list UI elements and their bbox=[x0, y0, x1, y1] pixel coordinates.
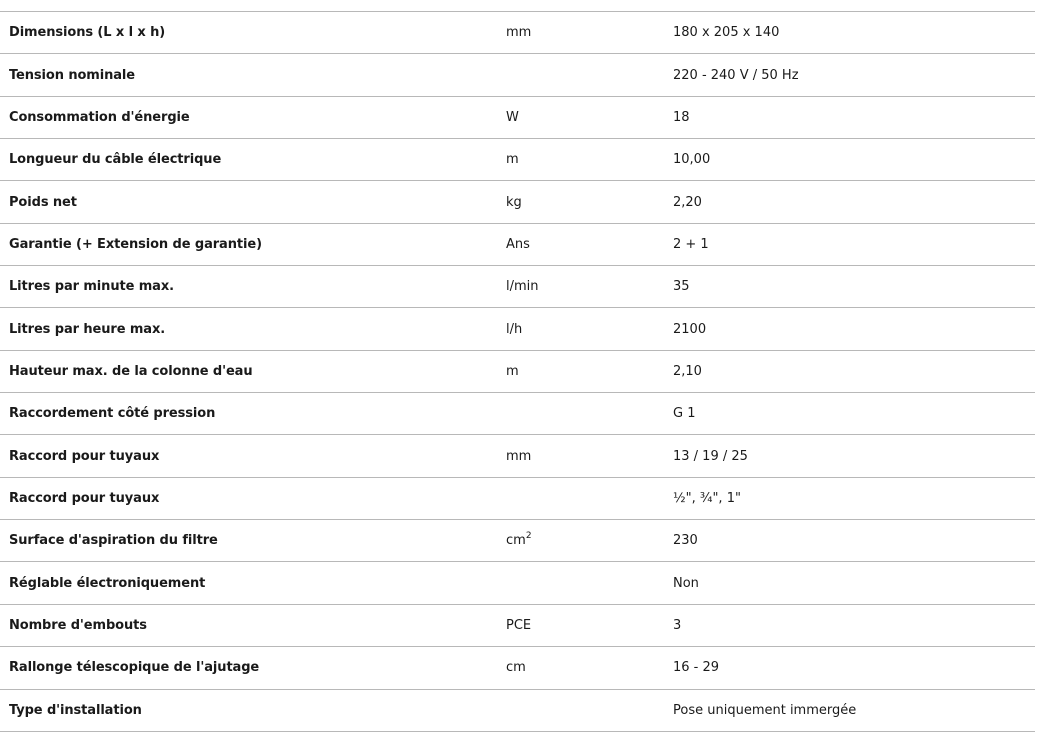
spec-value: 3 bbox=[673, 604, 1035, 646]
spec-value: 180 x 205 x 140 bbox=[673, 12, 1035, 54]
table-row bbox=[0, 562, 1035, 604]
spec-label: Réglable électroniquement bbox=[0, 562, 506, 604]
table-row bbox=[0, 181, 1035, 223]
spec-unit: mm bbox=[506, 435, 673, 477]
spec-value: 13 / 19 / 25 bbox=[673, 435, 1035, 477]
spec-label: Rallonge télescopique de l'ajutage bbox=[0, 647, 506, 689]
table-row bbox=[0, 308, 1035, 350]
table-row bbox=[0, 435, 1035, 477]
spec-unit bbox=[506, 689, 673, 731]
spec-label: Longueur du câble électrique bbox=[0, 139, 506, 181]
spec-label: Litres par minute max. bbox=[0, 266, 506, 308]
table-row bbox=[0, 520, 1035, 562]
spec-unit bbox=[506, 562, 673, 604]
spec-label: Raccordement côté pression bbox=[0, 393, 506, 435]
spec-value: 18 bbox=[673, 96, 1035, 138]
spec-unit: mm bbox=[506, 12, 673, 54]
table-row bbox=[0, 96, 1035, 138]
spec-unit bbox=[506, 520, 673, 562]
table-row bbox=[0, 139, 1035, 181]
spec-unit-base: cm bbox=[506, 533, 526, 549]
spec-unit: W bbox=[506, 96, 673, 138]
table-row bbox=[0, 350, 1035, 392]
spec-unit: l/min bbox=[506, 266, 673, 308]
spec-unit: m bbox=[506, 350, 673, 392]
spec-value: 2,10 bbox=[673, 350, 1035, 392]
spec-unit bbox=[506, 477, 673, 519]
spec-value: G 1 bbox=[673, 393, 1035, 435]
spec-table bbox=[0, 11, 1035, 732]
table-row bbox=[0, 266, 1035, 308]
table-row bbox=[0, 477, 1035, 519]
table-row bbox=[0, 647, 1035, 689]
spec-value: 220 - 240 V / 50 Hz bbox=[673, 54, 1035, 96]
spec-label: Hauteur max. de la colonne d'eau bbox=[0, 350, 506, 392]
spec-value: Non bbox=[673, 562, 1035, 604]
spec-value: 2100 bbox=[673, 308, 1035, 350]
spec-unit: Ans bbox=[506, 223, 673, 265]
spec-value: 35 bbox=[673, 266, 1035, 308]
table-row bbox=[0, 223, 1035, 265]
spec-value: 2,20 bbox=[673, 181, 1035, 223]
table-row bbox=[0, 393, 1035, 435]
table-row bbox=[0, 12, 1035, 54]
table-row bbox=[0, 54, 1035, 96]
spec-label: Raccord pour tuyaux bbox=[0, 435, 506, 477]
spec-label: Type d'installation bbox=[0, 689, 506, 731]
spec-label: Dimensions (L x l x h) bbox=[0, 12, 506, 54]
spec-value: 2 + 1 bbox=[673, 223, 1035, 265]
spec-unit: cm bbox=[506, 647, 673, 689]
spec-value: Pose uniquement immergée bbox=[673, 689, 1035, 731]
spec-unit: m bbox=[506, 139, 673, 181]
table-row bbox=[0, 689, 1035, 731]
spec-label: Surface d'aspiration du filtre bbox=[0, 520, 506, 562]
spec-label: Garantie (+ Extension de garantie) bbox=[0, 223, 506, 265]
spec-label: Consommation d'énergie bbox=[0, 96, 506, 138]
spec-label: Litres par heure max. bbox=[0, 308, 506, 350]
spec-unit bbox=[506, 54, 673, 96]
spec-label: Poids net bbox=[0, 181, 506, 223]
spec-unit bbox=[506, 393, 673, 435]
spec-value: 10,00 bbox=[673, 139, 1035, 181]
spec-label: Nombre d'embouts bbox=[0, 604, 506, 646]
spec-unit: PCE bbox=[506, 604, 673, 646]
spec-value: 16 - 29 bbox=[673, 647, 1035, 689]
spec-unit: kg bbox=[506, 181, 673, 223]
spec-value: 230 bbox=[673, 520, 1035, 562]
table-row bbox=[0, 604, 1035, 646]
spec-label: Raccord pour tuyaux bbox=[0, 477, 506, 519]
spec-unit-exponent: 2 bbox=[525, 530, 532, 541]
spec-value: ½", ¾", 1" bbox=[673, 477, 1035, 519]
spec-label: Tension nominale bbox=[0, 54, 506, 96]
spec-unit: l/h bbox=[506, 308, 673, 350]
